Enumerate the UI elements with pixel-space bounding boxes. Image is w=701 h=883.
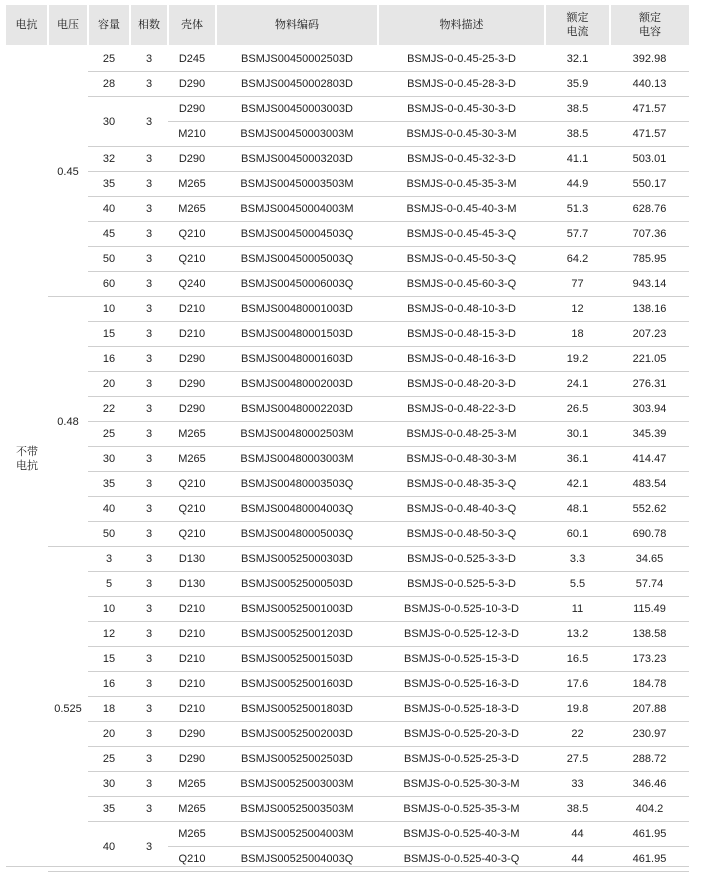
desc-cell: BSMJS-0-0.525-12-3-D [378,622,545,647]
capacity-cell: 30 [88,447,130,472]
current-cell: 26.5 [545,397,610,422]
case-cell: Q210 [168,222,216,247]
capacitance-cell: 34.65 [610,547,689,572]
case-cell: M210 [168,122,216,147]
table-row [6,672,689,697]
voltage-cell: 0.525 [48,547,88,872]
desc-cell: BSMJS-0-0.525-3-3-D [378,547,545,572]
capacity-cell: 40 [88,197,130,222]
header-capacity: 容量 [88,5,130,45]
desc-cell: BSMJS-0-0.45-25-3-D [378,47,545,72]
capacitance-cell: 628.76 [610,197,689,222]
desc-cell: BSMJS-0-0.525-20-3-D [378,722,545,747]
capacitance-cell: 115.49 [610,597,689,622]
code-cell: BSMJS00480002003D [216,372,378,397]
phases-cell: 3 [130,247,168,272]
case-cell: D290 [168,372,216,397]
header-cap-line1: 额定 [639,12,661,24]
code-cell: BSMJS00450006003Q [216,272,378,297]
code-cell: BSMJS00525001503D [216,647,378,672]
code-cell: BSMJS00480002503M [216,422,378,447]
table-row [6,272,689,297]
table-row [6,147,689,172]
table-row [6,797,689,822]
table-row [6,397,689,422]
phases-cell: 3 [130,297,168,322]
capacity-cell: 18 [88,697,130,722]
desc-cell: BSMJS-0-0.525-18-3-D [378,697,545,722]
case-cell: D210 [168,622,216,647]
table-row [6,247,689,272]
desc-cell: BSMJS-0-0.45-35-3-M [378,172,545,197]
capacity-cell: 45 [88,222,130,247]
current-cell: 77 [545,272,610,297]
phases-cell: 3 [130,372,168,397]
desc-cell: BSMJS-0-0.45-30-3-D [378,97,545,122]
phases-cell: 3 [130,522,168,547]
table-row [6,172,689,197]
case-cell: M265 [168,197,216,222]
table-row [6,322,689,347]
current-cell: 12 [545,297,610,322]
header-voltage: 电压 [48,5,88,45]
desc-cell: BSMJS-0-0.525-16-3-D [378,672,545,697]
capacitance-cell: 440.13 [610,72,689,97]
table-row [6,72,689,97]
capacitance-cell: 503.01 [610,147,689,172]
code-cell: BSMJS00525003503M [216,797,378,822]
desc-cell: BSMJS-0-0.45-30-3-M [378,122,545,147]
phases-cell: 3 [130,47,168,72]
case-cell: Q210 [168,522,216,547]
table-row [6,372,689,397]
phases-cell: 3 [130,747,168,772]
case-cell: Q210 [168,497,216,522]
case-cell: D290 [168,347,216,372]
table-bottom-rule [6,866,689,867]
table-row [6,497,689,522]
code-cell: BSMJS00450002803D [216,72,378,97]
current-cell: 64.2 [545,247,610,272]
table-row [6,447,689,472]
capacity-cell: 50 [88,522,130,547]
case-cell: M265 [168,172,216,197]
table-row [6,697,689,722]
case-cell: M265 [168,447,216,472]
current-cell: 44 [545,847,610,872]
table-row [6,547,689,572]
table-row [6,522,689,547]
capacity-cell: 30 [88,97,130,147]
header-row [6,5,689,45]
case-cell: D290 [168,397,216,422]
phases-cell: 3 [130,722,168,747]
desc-cell: BSMJS-0-0.45-45-3-Q [378,222,545,247]
header-phases: 相数 [130,5,168,45]
code-cell: BSMJS00480003003M [216,447,378,472]
capacity-cell: 12 [88,622,130,647]
case-cell: M265 [168,797,216,822]
table-row [6,197,689,222]
code-cell: BSMJS00525000303D [216,547,378,572]
table-row [6,572,689,597]
header-cap-line2: 电容 [639,26,661,38]
capacity-cell: 15 [88,647,130,672]
desc-cell: BSMJS-0-0.48-25-3-M [378,422,545,447]
capacitance-cell: 943.14 [610,272,689,297]
capacitance-cell: 303.94 [610,397,689,422]
capacity-cell: 30 [88,772,130,797]
table-row [6,772,689,797]
phases-cell: 3 [130,197,168,222]
case-cell: D210 [168,297,216,322]
current-cell: 38.5 [545,797,610,822]
desc-cell: BSMJS-0-0.48-40-3-Q [378,497,545,522]
desc-cell: BSMJS-0-0.45-50-3-Q [378,247,545,272]
case-cell: D210 [168,597,216,622]
voltage-cell: 0.48 [48,297,88,547]
phases-cell: 3 [130,822,168,872]
capacity-cell: 22 [88,397,130,422]
header-desc: 物料描述 [378,5,545,45]
phases-cell: 3 [130,572,168,597]
code-cell: BSMJS00480004003Q [216,497,378,522]
capacity-cell: 35 [88,797,130,822]
capacity-cell: 10 [88,297,130,322]
desc-cell: BSMJS-0-0.525-15-3-D [378,647,545,672]
current-cell: 18 [545,322,610,347]
capacity-cell: 5 [88,572,130,597]
case-cell: D290 [168,747,216,772]
phases-cell: 3 [130,697,168,722]
case-cell: D290 [168,722,216,747]
reactor-label-line1: 不带 [16,446,38,459]
voltage-cell: 0.45 [48,47,88,297]
current-cell: 48.1 [545,497,610,522]
phases-cell: 3 [130,272,168,297]
capacitance-cell: 690.78 [610,522,689,547]
case-cell: Q210 [168,472,216,497]
capacitance-cell: 184.78 [610,672,689,697]
capacitance-cell: 230.97 [610,722,689,747]
code-cell: BSMJS00450003003M [216,122,378,147]
capacity-cell: 35 [88,472,130,497]
table-body [6,47,689,872]
desc-cell: BSMJS-0-0.45-32-3-D [378,147,545,172]
capacitance-cell: 392.98 [610,47,689,72]
desc-cell: BSMJS-0-0.48-30-3-M [378,447,545,472]
capacitance-cell: 471.57 [610,122,689,147]
code-cell: BSMJS00480001003D [216,297,378,322]
capacity-cell: 25 [88,422,130,447]
capacity-cell: 16 [88,672,130,697]
desc-cell: BSMJS-0-0.48-10-3-D [378,297,545,322]
capacity-cell: 32 [88,147,130,172]
code-cell: BSMJS00450005003Q [216,247,378,272]
case-cell: M265 [168,822,216,847]
phases-cell: 3 [130,322,168,347]
phases-cell: 3 [130,347,168,372]
current-cell: 32.1 [545,47,610,72]
current-cell: 51.3 [545,197,610,222]
code-cell: BSMJS00525001203D [216,622,378,647]
table-row [6,747,689,772]
code-cell: BSMJS00480002203D [216,397,378,422]
table-row [6,597,689,622]
capacitance-cell: 207.23 [610,322,689,347]
phases-cell: 3 [130,497,168,522]
header-current-line1: 额定 [566,12,589,24]
capacity-cell: 60 [88,272,130,297]
capacitance-cell: 552.62 [610,497,689,522]
capacity-cell: 40 [88,497,130,522]
case-cell: D130 [168,572,216,597]
phases-cell: 3 [130,97,168,147]
capacitance-cell: 707.36 [610,222,689,247]
code-cell: BSMJS00450004503Q [216,222,378,247]
phases-cell: 3 [130,672,168,697]
table-row [6,822,689,847]
capacitance-cell: 785.95 [610,247,689,272]
reactor-cell [6,47,48,872]
header-code: 物料编码 [216,5,378,45]
desc-cell: BSMJS-0-0.525-35-3-M [378,797,545,822]
case-cell: D290 [168,72,216,97]
phases-cell: 3 [130,172,168,197]
table-row [6,47,689,72]
code-cell: BSMJS00480001603D [216,347,378,372]
desc-cell: BSMJS-0-0.48-16-3-D [378,347,545,372]
desc-cell: BSMJS-0-0.525-40-3-M [378,822,545,847]
current-cell: 11 [545,597,610,622]
capacitance-cell: 483.54 [610,472,689,497]
current-cell: 35.9 [545,72,610,97]
phases-cell: 3 [130,547,168,572]
code-cell: BSMJS00480001503D [216,322,378,347]
code-cell: BSMJS00525004003M [216,822,378,847]
current-cell: 19.2 [545,347,610,372]
capacity-cell: 28 [88,72,130,97]
code-cell: BSMJS00525004003Q [216,847,378,872]
current-cell: 27.5 [545,747,610,772]
code-cell: BSMJS00450004003M [216,197,378,222]
current-cell: 30.1 [545,422,610,447]
table-row [6,347,689,372]
capacity-cell: 15 [88,322,130,347]
current-cell: 60.1 [545,522,610,547]
capacitance-cell: 346.46 [610,772,689,797]
table-row [6,422,689,447]
current-cell: 19.8 [545,697,610,722]
desc-cell: BSMJS-0-0.525-5-3-D [378,572,545,597]
phases-cell: 3 [130,472,168,497]
current-cell: 17.6 [545,672,610,697]
phases-cell: 3 [130,447,168,472]
capacitance-cell: 471.57 [610,97,689,122]
capacitance-cell: 138.58 [610,622,689,647]
capacity-cell: 20 [88,372,130,397]
desc-cell: BSMJS-0-0.48-50-3-Q [378,522,545,547]
code-cell: BSMJS00525002003D [216,722,378,747]
current-cell: 38.5 [545,122,610,147]
desc-cell: BSMJS-0-0.48-20-3-D [378,372,545,397]
code-cell: BSMJS00480005003Q [216,522,378,547]
header-current [545,5,610,45]
current-cell: 38.5 [545,97,610,122]
desc-cell: BSMJS-0-0.45-28-3-D [378,72,545,97]
capacitance-cell: 207.88 [610,697,689,722]
capacity-cell: 25 [88,47,130,72]
code-cell: BSMJS00450003503M [216,172,378,197]
current-cell: 44.9 [545,172,610,197]
phases-cell: 3 [130,147,168,172]
table-row [6,297,689,322]
current-cell: 16.5 [545,647,610,672]
table-row [6,97,689,122]
capacitance-cell: 345.39 [610,422,689,447]
capacitance-cell: 461.95 [610,822,689,847]
phases-cell: 3 [130,797,168,822]
desc-cell: BSMJS-0-0.48-15-3-D [378,322,545,347]
capacitor-spec-table [6,5,689,872]
capacitance-cell: 414.47 [610,447,689,472]
code-cell: BSMJS00525001803D [216,697,378,722]
current-cell: 36.1 [545,447,610,472]
code-cell: BSMJS00450002503D [216,47,378,72]
phases-cell: 3 [130,422,168,447]
case-cell: Q240 [168,272,216,297]
capacity-cell: 50 [88,247,130,272]
phases-cell: 3 [130,72,168,97]
phases-cell: 3 [130,622,168,647]
current-cell: 57.7 [545,222,610,247]
case-cell: M265 [168,772,216,797]
table-row [6,222,689,247]
table-row [6,622,689,647]
capacity-cell: 16 [88,347,130,372]
header-capacitance [610,5,689,45]
desc-cell: BSMJS-0-0.45-60-3-Q [378,272,545,297]
current-cell: 24.1 [545,372,610,397]
current-cell: 44 [545,822,610,847]
case-cell: D210 [168,672,216,697]
phases-cell: 3 [130,222,168,247]
case-cell: D290 [168,97,216,122]
header-current-line2: 电流 [566,26,589,38]
header-reactor: 电抗 [6,5,48,45]
current-cell: 41.1 [545,147,610,172]
table-row [6,472,689,497]
case-cell: D210 [168,647,216,672]
current-cell: 5.5 [545,572,610,597]
case-cell: D210 [168,697,216,722]
capacitance-cell: 221.05 [610,347,689,372]
table-row [6,722,689,747]
table-row [6,647,689,672]
capacity-cell: 3 [88,547,130,572]
code-cell: BSMJS00450003003D [216,97,378,122]
phases-cell: 3 [130,397,168,422]
capacity-cell: 25 [88,747,130,772]
case-cell: D130 [168,547,216,572]
current-cell: 42.1 [545,472,610,497]
reactor-label-line2: 电抗 [16,460,38,473]
current-cell: 13.2 [545,622,610,647]
capacitance-cell: 276.31 [610,372,689,397]
phases-cell: 3 [130,597,168,622]
code-cell: BSMJS00480003503Q [216,472,378,497]
case-cell: Q210 [168,247,216,272]
case-cell: D210 [168,322,216,347]
case-cell: M265 [168,422,216,447]
current-cell: 22 [545,722,610,747]
current-cell: 33 [545,772,610,797]
code-cell: BSMJS00525002503D [216,747,378,772]
capacitance-cell: 404.2 [610,797,689,822]
desc-cell: BSMJS-0-0.525-10-3-D [378,597,545,622]
code-cell: BSMJS00525001603D [216,672,378,697]
code-cell: BSMJS00525001003D [216,597,378,622]
capacitance-cell: 173.23 [610,647,689,672]
capacitance-cell: 57.74 [610,572,689,597]
capacity-cell: 40 [88,822,130,872]
case-cell: D290 [168,147,216,172]
code-cell: BSMJS00450003203D [216,147,378,172]
capacity-cell: 35 [88,172,130,197]
phases-cell: 3 [130,772,168,797]
desc-cell: BSMJS-0-0.525-40-3-Q [378,847,545,872]
spec-table-container [6,5,689,872]
capacitance-cell: 461.95 [610,847,689,872]
capacitance-cell: 138.16 [610,297,689,322]
capacitance-cell: 288.72 [610,747,689,772]
header-case: 壳体 [168,5,216,45]
desc-cell: BSMJS-0-0.525-30-3-M [378,772,545,797]
desc-cell: BSMJS-0-0.45-40-3-M [378,197,545,222]
case-cell: D245 [168,47,216,72]
capacitance-cell: 550.17 [610,172,689,197]
phases-cell: 3 [130,647,168,672]
desc-cell: BSMJS-0-0.525-25-3-D [378,747,545,772]
desc-cell: BSMJS-0-0.48-22-3-D [378,397,545,422]
current-cell: 3.3 [545,547,610,572]
capacity-cell: 20 [88,722,130,747]
case-cell: Q210 [168,847,216,872]
code-cell: BSMJS00525003003M [216,772,378,797]
code-cell: BSMJS00525000503D [216,572,378,597]
capacity-cell: 10 [88,597,130,622]
desc-cell: BSMJS-0-0.48-35-3-Q [378,472,545,497]
